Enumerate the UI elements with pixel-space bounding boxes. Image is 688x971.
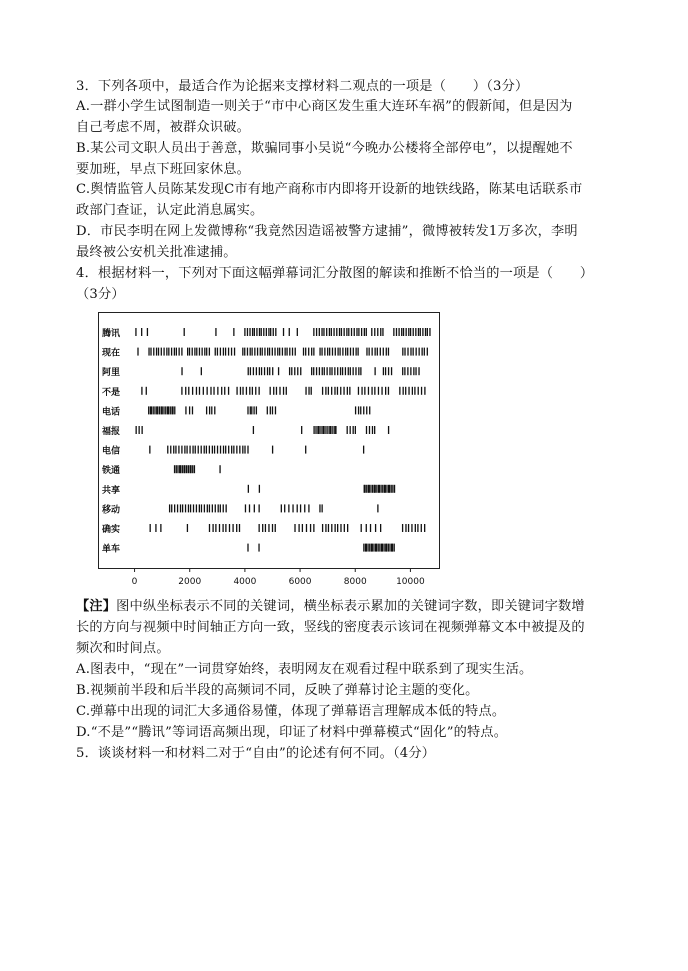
keyword-label: 现在	[102, 348, 121, 359]
question-3-option-b-line-1: B.某公司文职人员出于善意，欺骗同事小吴说“今晚办公楼将全部停电”，以提醒她不	[76, 141, 573, 156]
question-4-option-c: C.弹幕中出现的词汇大多通俗易懂，体现了弹幕语言理解成本低的特点。	[76, 704, 506, 719]
question-3-option-b-line-2: 要加班，早点下班回家休息。	[76, 162, 251, 177]
question-3-option-c-line-2: 政部门查证，认定此消息属实。	[76, 203, 264, 218]
note-label: 【注】	[76, 599, 117, 614]
question-3-option-c-line-1: C.舆情监管人员陈某发现C市有地产商称市内即将开设新的地铁线路，陈某电话联系市	[76, 182, 583, 197]
keyword-label: 确实	[102, 525, 121, 535]
keyword-label: 阿里	[102, 368, 121, 379]
keyword-label: 共享	[102, 485, 121, 496]
keyword-label: 不是	[102, 387, 121, 398]
x-tick-label: 10000	[396, 577, 425, 587]
keyword-label: 电信	[102, 446, 121, 457]
question-3-option-a-line-1: A.一群小学生试图制造一则关于“市中心商区发生重大连环车祸”的假新闻，但是因为	[76, 99, 573, 114]
question-4-stem-line-1: 4．根据材料一，下列对下面这幅弹幕词汇分散图的解读和推断不恰当的一项是（ ）	[76, 266, 594, 281]
question-4-option-d: D.“不是”“腾讯”等词语高频出现，印证了材料中弹幕模式“固化”的特点。	[76, 725, 508, 740]
danmaku-dispersion-chart	[98, 312, 440, 592]
keyword-label: 腾讯	[102, 329, 121, 339]
question-4-option-b: B.视频前半段和后半段的高频词不同，反映了弹幕讨论主题的变化。	[76, 683, 479, 698]
note-text-1: 图中纵坐标表示不同的关键词，横坐标表示累加的关键词字数，即关键词字数增	[116, 599, 585, 614]
x-tick-label: 4000	[233, 577, 257, 587]
keyword-label: 电话	[102, 407, 121, 418]
question-4-stem-line-2: （3分）	[76, 287, 125, 302]
keyword-label: 铁通	[102, 466, 121, 477]
question-4-note-line-3: 频次和时间点。	[76, 641, 170, 656]
question-4-note-line-1	[76, 597, 616, 617]
dispersion-plot-svg	[98, 312, 440, 592]
question-4-note-line-2: 长的方向与视频中时间轴正方向一致，竖线的密度表示该词在视频弹幕文本中被提及的	[76, 620, 585, 635]
x-tick-label: 8000	[343, 577, 367, 587]
question-4-option-a: A.图表中，“现在”一词贯穿始终，表明网友在观看过程中联系到了现实生活。	[76, 662, 533, 677]
question-3-option-d-line-1: D．市民李明在网上发微博称“我竟然因造谣被警方逮捕”，微博被转发1万多次，李明	[76, 224, 578, 239]
x-tick-label: 2000	[178, 577, 202, 587]
x-tick-label: 6000	[288, 577, 312, 587]
question-3-option-a-line-2: 自己考虑不周，被群众识破。	[76, 120, 251, 135]
x-tick-label: 0	[131, 577, 138, 587]
question-3-stem: 3．下列各项中，最适合作为论据来支撑材料二观点的一项是（ ）（3分）	[76, 79, 529, 94]
question-3-option-d-line-2: 最终被公安机关批准逮捕。	[76, 245, 237, 260]
keyword-label: 福报	[102, 427, 121, 437]
keyword-label: 移动	[102, 505, 121, 516]
question-5-stem: 5．谈谈材料一和材料二对于“自由”的论述有何不同。（4分）	[76, 746, 436, 761]
keyword-label: 单车	[102, 544, 121, 555]
